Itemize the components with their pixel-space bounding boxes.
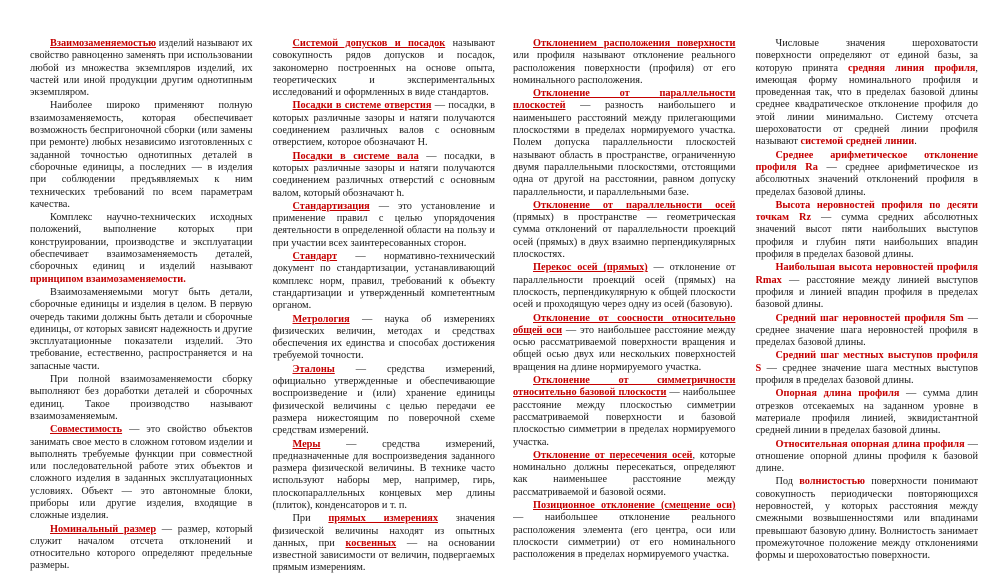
paragraph: [273, 439, 496, 513]
term-highlight: Высота неровностей профиля по десяти точкам Rz: [755, 199, 978, 224]
body-text: — это наибольшее расстояние между осью рассматриваемой поверхности вращения и общей осью двух или нескольких поверхностей вращения на длине нормируемого участка.: [513, 324, 736, 373]
body-text: — отклонение от параллельности проекций осей (прямых) на плоскость, перпендикулярную к общей плоскости осей и проходящую через одну из осей (базовую).: [513, 262, 736, 311]
body-text: — посадки, в которых различные зазоры и натяги получаются соединением различных отверстий с основным валом, который обозначают h.: [272, 150, 495, 199]
body-text: При: [292, 513, 329, 525]
body-text: — наука об измерениях физических величин, методах и средствах обеспечения их единства и способах достижения требуемой точности.: [272, 313, 495, 362]
body-text: изделий называют их свойство равноценно заменять при использовании любой из множества экземпляров изделий, их частей или иной продукции другим однотипным экземпляром.: [30, 38, 253, 99]
paragraph: [273, 513, 496, 574]
paragraph: [756, 313, 979, 350]
paragraph: [756, 476, 979, 562]
body-text: , имеющая форму номинального профиля и проведенная так, что в пределах базовой длины среднее квадратическое отклонение профиля до этой линии минимально. Систему отсчета шероховатости от средней линии профиля называют: [755, 62, 978, 148]
paragraph: [30, 287, 253, 373]
body-text: — среднее арифметическое из абсолютных значений отклонений профиля в пределах базовой длины.: [755, 161, 978, 198]
term-highlight: Отклонение от соосности относительно общей оси: [513, 312, 736, 336]
body-text: — расстояние между линией выступов профиля и линией впадин профиля в пределах базовой длины.: [755, 274, 978, 311]
paragraph: [756, 439, 979, 476]
body-text: — средства измерений, предназначенные для воспроизведения заданного размера физической величины. В технике часто используют наборы мер, например, гирь, плоскопараллельных концевых мер длины (плиток), конденсаторов и т. п.: [272, 438, 495, 511]
body-text: Под: [775, 476, 800, 488]
paragraph: [30, 38, 253, 99]
term-highlight: Стандарт: [292, 251, 338, 263]
paragraph: [756, 350, 979, 387]
paragraph: [513, 375, 736, 449]
paragraph: [513, 262, 736, 311]
term-highlight: Позиционное отклонение (смещение оси): [533, 499, 736, 511]
paragraph: [513, 88, 736, 199]
term-highlight: Отклонением расположения поверхности: [533, 38, 736, 49]
term-highlight: принципом взаимозаменяемости.: [30, 273, 186, 285]
term-highlight: Взаимозаменяемостью: [50, 38, 157, 49]
text-column-4: [756, 38, 979, 577]
term-highlight: Относительная опорная длина профиля: [775, 438, 965, 450]
term-highlight: Меры: [292, 438, 321, 450]
body-text: — это свойство объектов занимать свое место в сложном готовом изделии и выполнять требуемые функции при совместной или последовательной работе этих объектов и сложного изделия в заданных эксплуатационных условиях. Объект — это автономные блоки, приборы или другие изделия, входящие в сложные изделия.: [30, 424, 253, 522]
paragraph: [30, 100, 253, 211]
body-text: — разность наибольшего и наименьшего расстояний между прилегающими плоскостями в пределах нормируемого участка. Полем допуска параллельности плоскостей называют область в пространстве, ограниченную двумя параллельными плоскостями, отстоящими одна от другой на расстоянии, равном допуску параллельности, и параллельными базе.: [513, 100, 736, 198]
body-text: называют совокупность рядов допусков и посадок, закономерно построенных на основе опыта, теоретических и экспериментальных исследований и оформленных в виде стандартов.: [272, 38, 495, 99]
body-text: Наиболее широко применяют полную взаимозаменяемость, которая обеспечивает возможность беспригоночной сборки (или замены при ремонте) любых независимо изготовленных с заданной точностью однотипных деталей в сборочные единицы, а последних — в изделия при соблюдении предъявляемых к ним технических требований по всем параметрам качества.: [30, 100, 253, 210]
term-highlight: прямых измерениях: [328, 513, 438, 525]
paragraph: [756, 150, 979, 199]
body-text: Числовые значения шероховатости поверхности определяют от единой базы, за которую принята: [755, 38, 978, 74]
paragraph: [513, 200, 736, 261]
term-highlight: Отклонение от параллельности осей: [533, 199, 736, 211]
body-text: , которые номинально должны пересекаться, определяют как наименьшее расстояние между рассматриваемой и базовой осями.: [513, 449, 736, 498]
paragraph: [273, 38, 496, 99]
paragraph: [30, 212, 253, 286]
paragraph: [756, 200, 979, 261]
paragraph: [30, 524, 253, 573]
body-text: Взаимозаменяемыми могут быть детали, сборочные единицы и изделия в целом. В первую очередь такими должны быть детали и сборочные единицы, от которых зависят надежность и другие эксплуатационные показатели изделий. Это требование, естественно, распространяется и на запасные части.: [30, 286, 253, 372]
term-highlight: Совместимость: [50, 424, 123, 436]
term-highlight: Отклонение от параллельности плоскостей: [513, 88, 736, 112]
term-highlight: Средний шаг неровностей профиля Sm: [775, 312, 964, 324]
paragraph: [273, 201, 496, 250]
body-text: — средства измерений, официально утвержденные и обеспечивающие воспроизведение и (или) хранение единицы физической величины с целью передачи ее размера нижестоящим по поверочной схеме средствам измерений.: [272, 363, 495, 437]
body-text: — сумма средних абсолютных значений высот пяти наибольших выступов профиля и глубин пяти наибольших впадин профиля в пределах базовой длины.: [755, 212, 978, 261]
paragraph: [30, 374, 253, 423]
body-text: значения физической величины находят из опытных данных, при: [272, 513, 495, 549]
term-highlight: Посадки в системе вала: [292, 150, 419, 162]
text-column-3: [513, 38, 736, 577]
paragraph: [273, 100, 496, 149]
paragraph: [513, 313, 736, 374]
body-text: .: [914, 136, 917, 148]
term-highlight: Системой допусков и посадок: [292, 38, 446, 49]
body-text: — сумма длин отрезков отсекаемых на заданном уровне в материале профиля линией, эквидистантной средней линии в пределах базовой длины.: [755, 388, 978, 437]
paragraph: [513, 38, 736, 87]
paragraph: [273, 364, 496, 438]
term-highlight: Посадки в системе отверстия: [292, 100, 432, 112]
body-text: — нормативно-технический документ по стандартизации, устанавливающий комплекс норм, правил, требований к объекту стандартизации и утвержденный компетентным органом.: [272, 251, 495, 312]
term-highlight: Номинальный размер: [50, 523, 157, 535]
term-highlight: Эталоны: [292, 363, 335, 375]
body-text: (прямых) в пространстве — геометрическая сумма отклонений от параллельности проекций осей (прямых) в двух взаимно перпендикулярных плоскостях.: [513, 212, 736, 261]
body-text: — это установление и применение правил с целью упорядочения деятельности в определенной области на пользу и при участии всех заинтересованных сторон.: [272, 200, 495, 249]
body-text: — на основании известной зависимости от величин, подвергаемых прямым измерениям.: [272, 537, 495, 574]
term-highlight: Метрология: [292, 313, 350, 325]
text-column-2: [273, 38, 496, 577]
body-text: — среднее значение шага неровностей профиля в пределах базовой длины.: [755, 312, 978, 349]
body-text: — наибольшее отклонение реального расположения элемента (его центра, оси или плоскости симметрии) от его номинального расположения в пределах нормируемого участка.: [513, 512, 736, 561]
paragraph: [756, 388, 979, 437]
paragraph: [756, 262, 979, 311]
term-highlight: Опорная длина профиля: [775, 388, 900, 400]
body-text: или профиля называют отклонение реального расположения поверхности (профиля) от его номинального расположения.: [513, 50, 736, 86]
body-text: поверхности понимают совокупность периодически повторяющихся неровностей, у которых расстояния между смежными возвышенностями или впадинами превышают базовую длину. Волнистость занимает промежуточное положение между отклонениями формы и шероховатостью поверхности.: [755, 476, 978, 562]
term-highlight: Перекос осей (прямых): [533, 262, 648, 274]
body-text: — наибольшее расстояние между плоскостью симметрии рассматриваемой поверхности и базовой плоскостью симметрии в пределах нормируемого участка.: [513, 387, 736, 448]
term-highlight: Средний шаг местных выступов профиля S: [755, 350, 978, 374]
body-text: Комплекс научно-технических исходных положений, выполнение которых при конструировании, производстве и эксплуатации обеспечивает взаимозаменяемость деталей, сборочных единиц и изделий называют: [30, 212, 253, 273]
term-highlight: Среднее арифметическое отклонение профиля Ra: [755, 149, 978, 173]
body-text: При полной взаимозаменяемости сборку выполняют без доработки деталей и сборочных единиц. Такое производство называют взаимозаменяемым.: [30, 374, 253, 422]
paragraph: [273, 151, 496, 200]
paragraph: [30, 424, 253, 522]
term-highlight: волнистостью: [799, 476, 865, 488]
paragraph: [273, 251, 496, 312]
paragraph: [756, 38, 979, 149]
body-text: — отношение опорной длины профиля к базовой длине.: [755, 438, 978, 475]
term-highlight: Стандартизация: [292, 200, 370, 212]
term-highlight: системой средней линии: [800, 136, 915, 148]
body-text: — среднее значение шага местных выступов профиля в пределах базовой длины.: [755, 362, 978, 387]
term-highlight: Отклонение от симметричности относительно базовой плоскости: [513, 375, 736, 399]
paragraph: [513, 500, 736, 561]
term-highlight: средняя линия профиля: [848, 62, 976, 74]
body-text: — посадки, в которых различные зазоры и натяги получаются соединением различных валов с основным отверстием, которое обозначают H.: [272, 100, 495, 149]
body-text: — размер, который служит началом отсчета отклонений и относительно которого определяют предельные размеры.: [30, 523, 253, 572]
term-highlight: косвенных: [345, 537, 397, 549]
text-column-1: [30, 38, 253, 577]
term-highlight: Отклонение от пересечения осей: [533, 449, 693, 461]
paragraph: [273, 314, 496, 363]
paragraph: [513, 450, 736, 499]
term-highlight: Наибольшая высота неровностей профиля Rmax: [755, 262, 978, 286]
